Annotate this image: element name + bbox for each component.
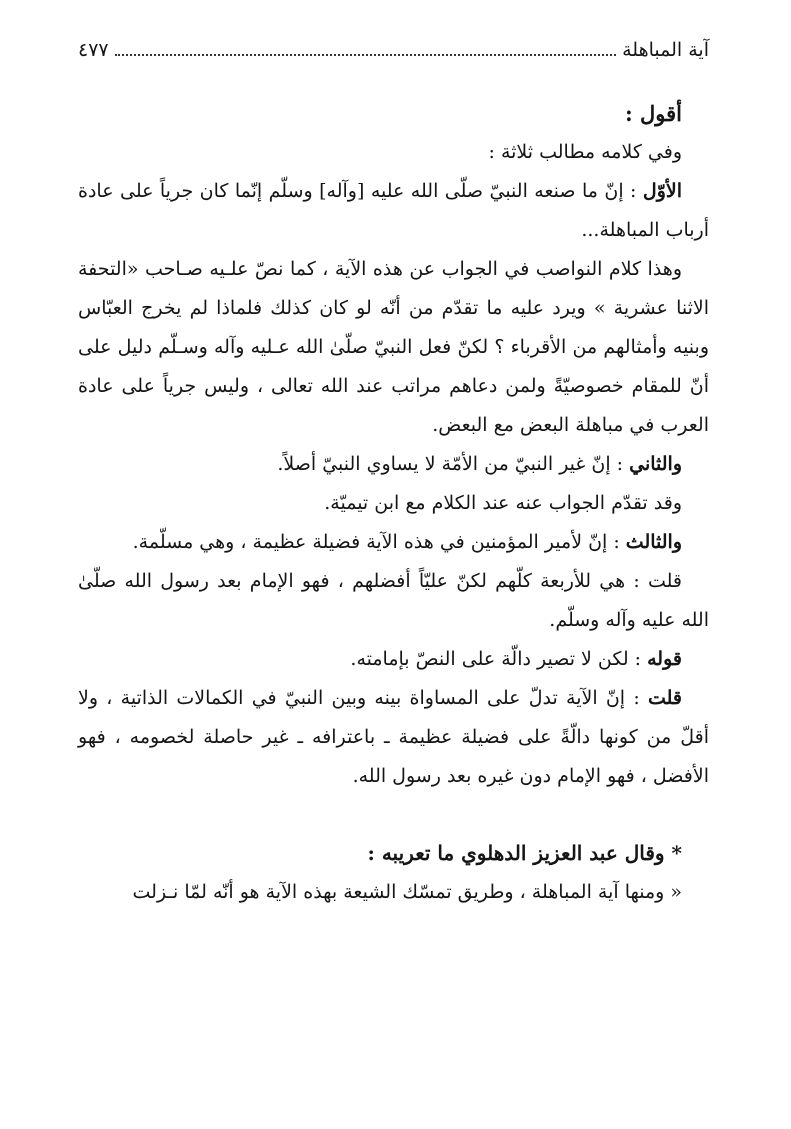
dotted-leader (115, 54, 617, 56)
quote-text: : لكن لا تصير دالّة على النصّ بإمامته. (350, 648, 648, 670)
intro-paragraph: وفي كلامه مطالب ثلاثة : (488, 141, 682, 163)
heading-aqool: أقول : (624, 101, 682, 126)
first-point-label: الأوّل (642, 180, 682, 202)
quote-paragraph (78, 640, 709, 679)
second-point-paragraph (78, 445, 709, 484)
third-point-label: والثالث (625, 531, 682, 553)
second-point-label: والثاني (629, 453, 682, 475)
page-header (78, 30, 709, 60)
section-spacer (78, 796, 709, 834)
second-point-text: : إنّ غير النبيّ من الأمّة لا يساوي النبيّ أصلاً. (277, 453, 630, 475)
quote-label: قوله (647, 648, 682, 670)
third-point-reply: قلت : هي للأربعة كلّهم لكنّ عليّاً أفضلهم ، فهو الإمام بعد رسول الله صلّىٰ الله عليه وآله وسلّم. (78, 570, 709, 631)
page-body (78, 94, 709, 912)
reply-label: قلت (647, 687, 682, 709)
nawasib-paragraph: وهذا كلام النواصب في الجواب عن هذه الآية ، كما نصّ علـيه صـاحب «التحفة الاثنا عشرية » ويرد عليه ما تقدّم من أنّه لو كان كذلك فلماذا لم يخرج العبّاس وبنيه وأمثالهم من الأقرباء ؟ لكنّ فعل النبيّ صلّىٰ الله عـليه وآله وسـلّم دليل على أنّ للمقام خصوصيّةً ولمن دعاهم مراتب عند الله تعالى ، وليس جرياً على عادة العرب في مباهلة البعض مع البعض. (78, 258, 709, 436)
second-point-reply: وقد تقدّم الجواب عنه عند الكلام مع ابن تيميّة. (324, 492, 682, 514)
third-point-text: : إنّ لأمير المؤمنين في هذه الآية فضيلة عظيمة ، وهي مسلّمة. (132, 531, 626, 553)
running-title: آية المباهلة (622, 39, 709, 61)
first-point-text: : إنّ ما صنعه النبيّ صلّى الله عليه [وآله] وسلّم إنّما كان جرياً على عادة أرباب المباهلة... (78, 180, 709, 241)
reply-text: : إنّ الآية تدلّ على المساواة بينه وبين النبيّ في الكمالات الذاتية ، ولا أقلّ من كونها دالّةً على فضيلة عظيمة ـ باعترافه ـ غير حاصلة لخصومه ، فهو الأفضل ، فهو الإمام دون غيره بعد رسول الله. (78, 687, 709, 787)
last-paragraph: « ومنها آية المباهلة ، وطريق تمسّك الشيعة بهذه الآية هو أنّه لمّا نـزلت (132, 881, 682, 903)
reply-paragraph (78, 679, 709, 796)
first-point-paragraph (78, 172, 709, 250)
page-number: ٤٧٧ (78, 39, 109, 61)
section-title: * وقال عبد العزيز الدهلوي ما تعريبه : (367, 841, 682, 865)
third-point-paragraph (78, 523, 709, 562)
